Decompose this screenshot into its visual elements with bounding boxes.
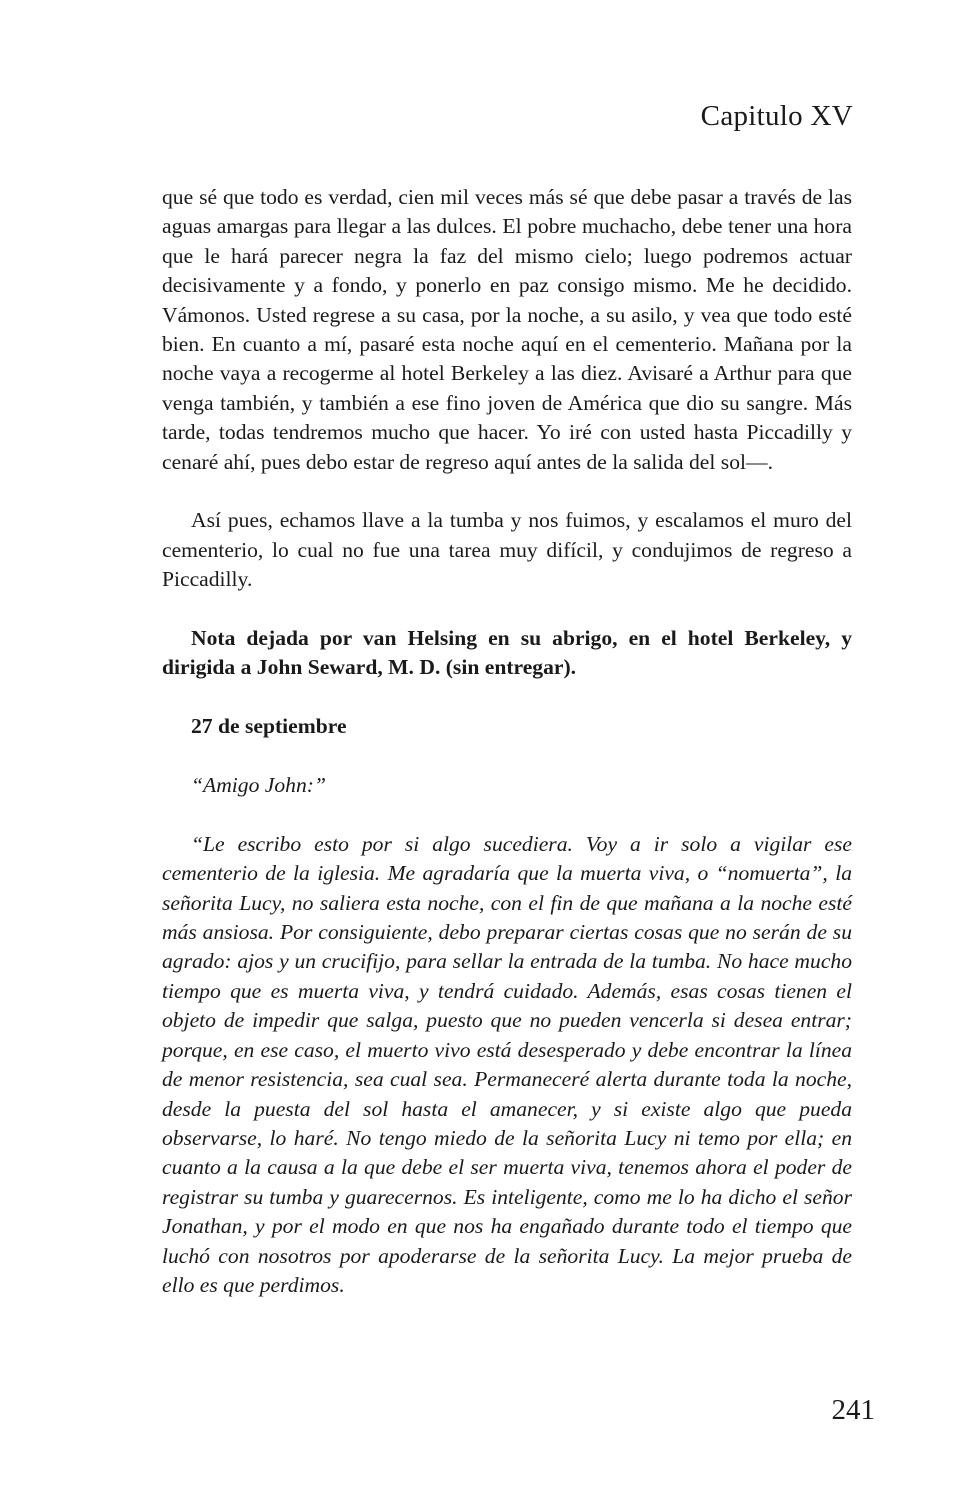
letter-salutation: “Amigo John:” [191, 773, 326, 798]
body-text [162, 183, 852, 1300]
note-heading: Nota dejada por van Helsing en su abrigo, en el hotel Berkeley, y dirigida a John Seward, M. D. (sin entregar). [162, 626, 852, 680]
letter-date: 27 de septiembre [191, 714, 347, 739]
page-number: 241 [831, 1394, 875, 1426]
paragraph-departure: Así pues, echamos llave a la tumba y nos fuimos, y escalamos el muro del cementerio, lo cual no fue una tarea muy difícil, y condujimos de regreso a Piccadilly. [162, 508, 852, 592]
paragraph-continuation: que sé que todo es verdad, cien mil veces más sé que debe pasar a través de las aguas amargas para llegar a las dulces. El pobre muchacho, debe tener una hora que le hará parecer negra la faz del mismo cielo; luego podremos actuar decisivamente y a fondo, y ponerlo en paz consigo mismo. Me he decidido. Vámonos. Usted regrese a su casa, por la noche, a su asilo, y vea que todo esté bien. En cuanto a mí, pasaré esta noche aquí en el cementerio. Mañana por la noche vaya a recogerme al hotel Berkeley a las diez. Avisaré a Arthur para que venga también, y también a ese fino joven de América que dio su sangre. Más tarde, todas tendremos mucho que hacer. Yo iré con usted hasta Piccadilly y cenaré ahí, pues debo estar de regreso aquí antes de la salida del sol—. [162, 185, 852, 474]
letter-body: “Le escribo esto por si algo sucediera. Voy a ir solo a vigilar ese cementerio de la iglesia. Me agradaría que la muerta viva, o “nomuerta”, la señorita Lucy, no saliera esta noche, con el fin de que mañana a la noche esté más ansiosa. Por consiguiente, debo preparar ciertas cosas que no serán de su agrado: ajos y un crucifijo, para sellar la entrada de la tumba. No hace mucho tiempo que es muerta viva, y tendrá cuidado. Además, esas cosas tienen el objeto de impedir que salga, puesto que no pueden vencerla si desea entrar; porque, en ese caso, el muerto vivo está desesperado y debe encontrar la línea de menor resistencia, sea cual sea. Permaneceré alerta durante toda la noche, desde la puesta del sol hasta el amanecer, y si existe algo que pueda observarse, lo haré. No tengo miedo de la señorita Lucy ni temo por ella; en cuanto a la causa a la que debe el ser muerta viva, tenemos ahora el poder de registrar su tumba y guarecernos. Es inteligente, como me lo ha dicho el señor Jonathan, y por el modo en que nos ha engañado durante todo el tiempo que luchó con nosotros por apoderarse de la señorita Lucy. La mejor prueba de ello es que perdimos. [162, 831, 852, 1297]
running-head: Capitulo XV [700, 100, 853, 132]
